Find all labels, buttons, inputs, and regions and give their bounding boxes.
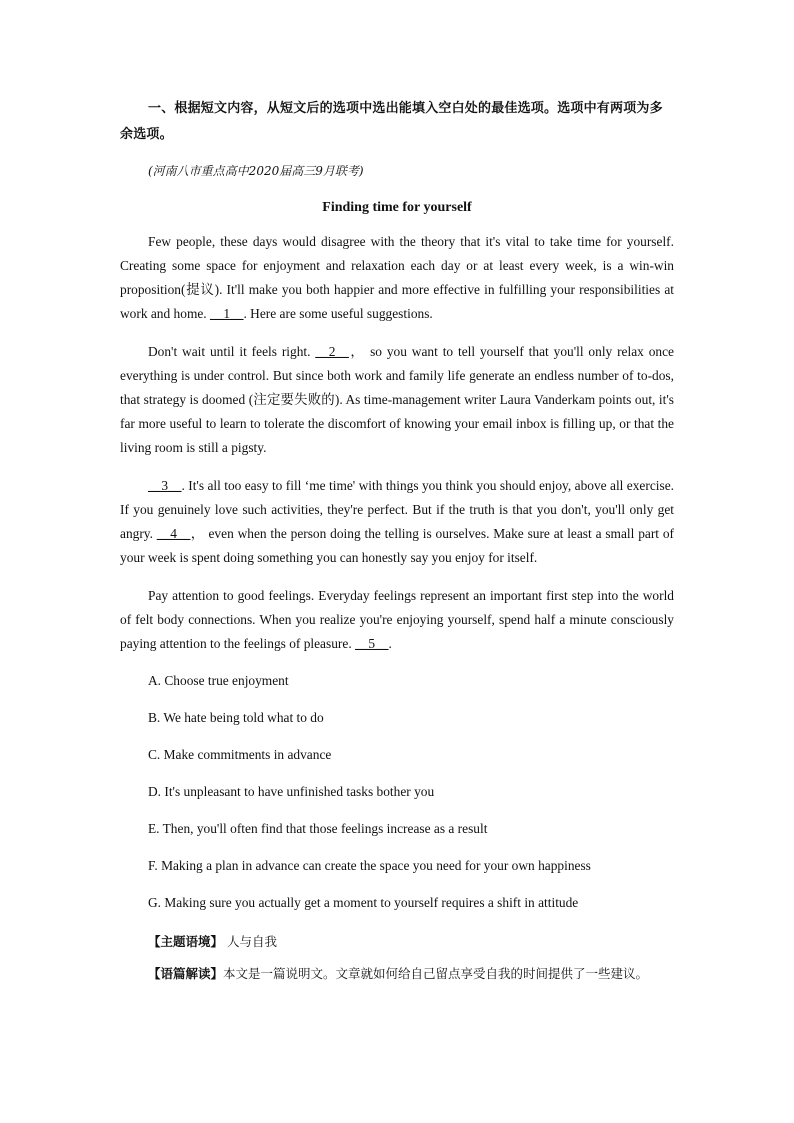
options-list: [120, 670, 674, 914]
paragraph-text: Pay attention to good feelings. Everyday feelings represent an important first step into the world of felt body connections. When you realize you're enjoying yourself, spend half a minute consciously paying attention to the feelings of pleasure.: [120, 588, 674, 651]
paragraph-text: . It's all too easy to fill ‘me time' with things you think you should enjoy, above all exercise. If you genuinely love such activities, they're perfect. But if the truth is that you don't, you'll only get angry.: [120, 478, 674, 541]
option-e: E. Then, you'll often find that those feelings increase as a result: [148, 821, 488, 836]
exam-source: (河南八市重点高中2020届高三9月联考): [148, 164, 364, 178]
blank-2: __2__: [315, 344, 349, 359]
analysis-value: 本文是一篇说明文。文章就如何给自己留点享受自我的时间提供了一些建议。: [223, 966, 649, 981]
paragraph-4: [120, 584, 674, 656]
paragraph-1: [120, 230, 674, 326]
paragraph-text: ， so you want to tell yourself that you'll only relax once everything is under control. But since both work and family life generate an endless number of to-dos, that strategy is doomed (注定要失败的). As time-management writer Laura Vanderkam points out, it's far more useful to learn to tolerate the discomfort of knowing your email inbox is filling up, or that the living room is still a pigsty.: [120, 344, 674, 455]
paragraph-text: ， even when the person doing the telling is ourselves. Make sure at least a small part of your week is spent doing something you can honestly say you enjoy for itself.: [120, 526, 674, 565]
analysis-label: 【语篇解读】: [148, 966, 224, 981]
document-page: [120, 96, 674, 993]
option-d: D. It's unpleasant to have unfinished tasks bother you: [148, 784, 435, 799]
theme-label: 【主题语境】: [148, 934, 224, 949]
option-f: F. Making a plan in advance can create the space you need for your own happiness: [148, 858, 591, 873]
paragraph-text: Don't wait until it feels right.: [148, 344, 316, 359]
blank-5: __5__: [355, 636, 389, 651]
option-c: C. Make commitments in advance: [148, 747, 332, 762]
paragraph-3: [120, 474, 674, 570]
paragraph-text: .: [388, 636, 392, 651]
paragraph-text: . Here are some useful suggestions.: [243, 306, 433, 321]
passage-title: Finding time for yourself: [322, 200, 472, 215]
theme-value: 人与自我: [227, 934, 278, 949]
option-a: A. Choose true enjoyment: [148, 673, 289, 688]
instructions: 一、根据短文内容，从短文后的选项中选出能填入空白处的最佳选项。选项中有两项为多余选项。: [120, 101, 663, 142]
blank-3: __3__: [148, 478, 182, 493]
blank-1: __1__: [210, 306, 244, 321]
text-analysis: [120, 961, 674, 987]
paragraph-text: Few people, these days would disagree with the theory that it's vital to take time for yourself. Creating some space for enjoyment and relaxation each day or at least every week, is a win-win proposition(提议). It'll make you both happier and more effective in fulfilling your responsibilities at work and home.: [120, 234, 674, 321]
blank-4: __4__: [156, 526, 191, 541]
option-b: B. We hate being told what to do: [148, 710, 324, 725]
option-g: G. Making sure you actually get a moment to yourself requires a shift in attitude: [148, 895, 579, 910]
paragraph-2: [120, 340, 674, 460]
theme-context: [120, 929, 674, 955]
